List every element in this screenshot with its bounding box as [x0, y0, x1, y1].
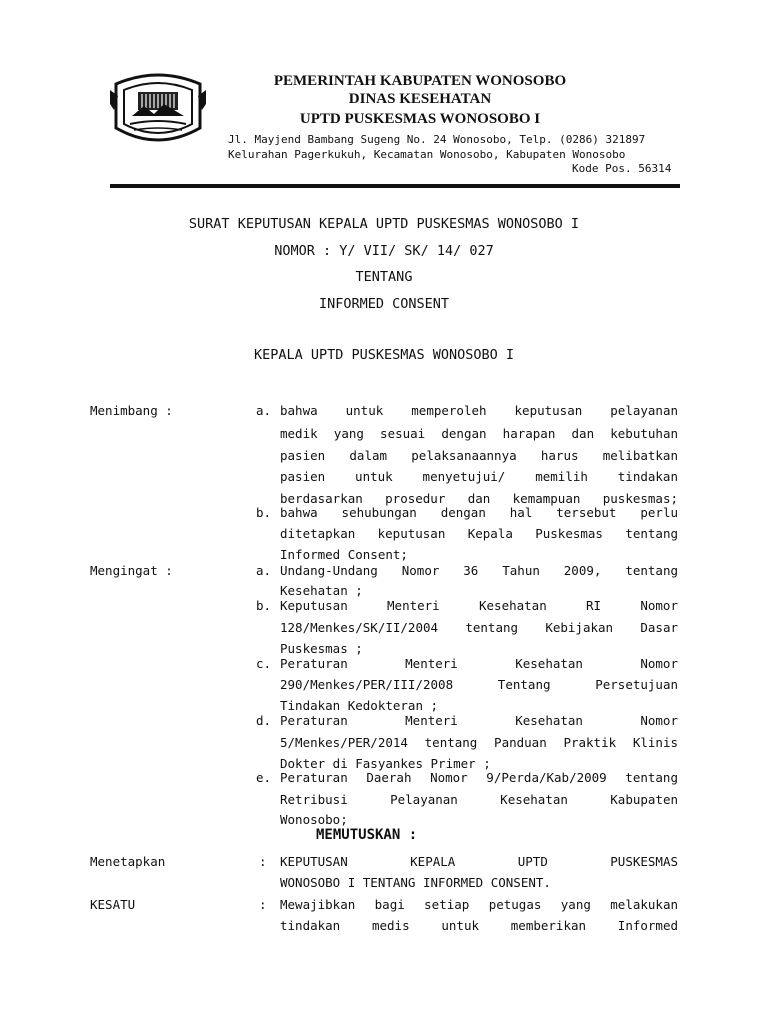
- decree-subject: INFORMED CONSENT: [318, 296, 450, 312]
- mengingat-b-line: Puskesmas ;: [280, 641, 363, 656]
- menimbang-marker-a: a.: [256, 403, 272, 418]
- letterhead-district: Kelurahan Pagerkukuh, Kecamatan Wonosobo, Kabupaten Wonosobo: [228, 148, 626, 161]
- menetapkan-line: WONOSOBO I TENTANG INFORMED CONSENT.: [280, 875, 551, 890]
- mengingat-d-line: Dokter di Fasyankes Primer ;: [280, 756, 491, 771]
- decree-title: SURAT KEPUTUSAN KEPALA UPTD PUSKESMAS WONOSOBO I: [188, 216, 580, 232]
- mengingat-d-line: 5/Menkes/PER/2014 tentang Panduan Praktik Klinis: [280, 735, 678, 750]
- menimbang-b-line: Informed Consent;: [280, 547, 408, 562]
- letterhead-postcode: Kode Pos. 56314: [572, 162, 672, 175]
- letterhead-institution: UPTD PUSKESMAS WONOSOBO I: [299, 111, 541, 127]
- mengingat-marker-a: a.: [256, 563, 272, 578]
- menetapkan-line: KEPUTUSAN KEPALA UPTD PUSKESMAS: [280, 854, 678, 869]
- letterhead-department: DINAS KESEHATAN: [348, 91, 492, 107]
- mengingat-marker-b: b.: [256, 598, 272, 613]
- menimbang-label: Menimbang :: [90, 403, 173, 418]
- mengingat-a-line: Undang-Undang Nomor 36 Tahun 2009, tentang: [280, 563, 678, 578]
- menimbang-a-line: pasien dalam pelaksanaannya harus melibatkan: [280, 448, 678, 463]
- menimbang-a-line: medik yang sesuai dengan harapan dan kebutuhan: [280, 426, 678, 441]
- menimbang-a-line: pasien untuk menyetujui/ memilih tindakan: [280, 469, 678, 484]
- menimbang-b-line: ditetapkan keputusan Kepala Puskesmas tentang: [280, 526, 678, 541]
- mengingat-e-line: Retribusi Pelayanan Kesehatan Kabupaten: [280, 792, 678, 807]
- memutuskan-heading: MEMUTUSKAN :: [316, 827, 418, 843]
- letterhead-address: Jl. Mayjend Bambang Sugeng No. 24 Wonosobo, Telp. (0286) 321897: [228, 133, 646, 146]
- regency-logo: [108, 70, 208, 150]
- menimbang-b-line: bahwa sehubungan dengan hal tersebut perlu: [280, 505, 678, 520]
- mengingat-d-line: Peraturan Menteri Kesehatan Nomor: [280, 713, 678, 728]
- letterhead-government: PEMERINTAH KABUPATEN WONOSOBO: [273, 73, 567, 89]
- menimbang-marker-b: b.: [256, 505, 272, 520]
- decree-tentang: TENTANG: [355, 269, 413, 285]
- mengingat-marker-e: e.: [256, 770, 272, 785]
- kesatu-line: tindakan medis untuk memberikan Informed: [280, 918, 678, 933]
- mengingat-c-line: 290/Menkes/PER/III/2008 Tentang Persetujuan: [280, 677, 678, 692]
- mengingat-c-line: Peraturan Menteri Kesehatan Nomor: [280, 656, 678, 671]
- menimbang-a-line: berdasarkan prosedur dan kemampuan puskesmas;: [280, 491, 678, 506]
- decree-issuer: KEPALA UPTD PUSKESMAS WONOSOBO I: [253, 347, 515, 363]
- mengingat-c-line: Tindakan Kedokteran ;: [280, 698, 439, 713]
- mengingat-e-line: Peraturan Daerah Nomor 9/Perda/Kab/2009 tentang: [280, 770, 678, 785]
- kesatu-label: KESATU: [90, 897, 136, 912]
- mengingat-marker-d: d.: [256, 713, 272, 728]
- mengingat-label: Mengingat :: [90, 563, 173, 578]
- menetapkan-label: Menetapkan: [90, 854, 166, 869]
- mengingat-marker-c: c.: [256, 656, 272, 671]
- mengingat-b-line: Keputusan Menteri Kesehatan RI Nomor: [280, 598, 678, 613]
- kesatu-line: Mewajibkan bagi setiap petugas yang melakukan: [280, 897, 678, 912]
- menimbang-a-line: bahwa untuk memperoleh keputusan pelayanan: [280, 403, 678, 418]
- mengingat-e-line: Wonosobo;: [280, 812, 348, 827]
- kesatu-colon: :: [259, 897, 267, 912]
- letterhead-divider: [110, 184, 680, 188]
- decree-number: NOMOR : Y/ VII/ SK/ 14/ 027: [274, 243, 494, 259]
- mengingat-b-line: 128/Menkes/SK/II/2004 tentang Kebijakan Dasar: [280, 620, 678, 635]
- menetapkan-colon: :: [259, 854, 267, 869]
- mengingat-a-line: Kesehatan ;: [280, 583, 363, 598]
